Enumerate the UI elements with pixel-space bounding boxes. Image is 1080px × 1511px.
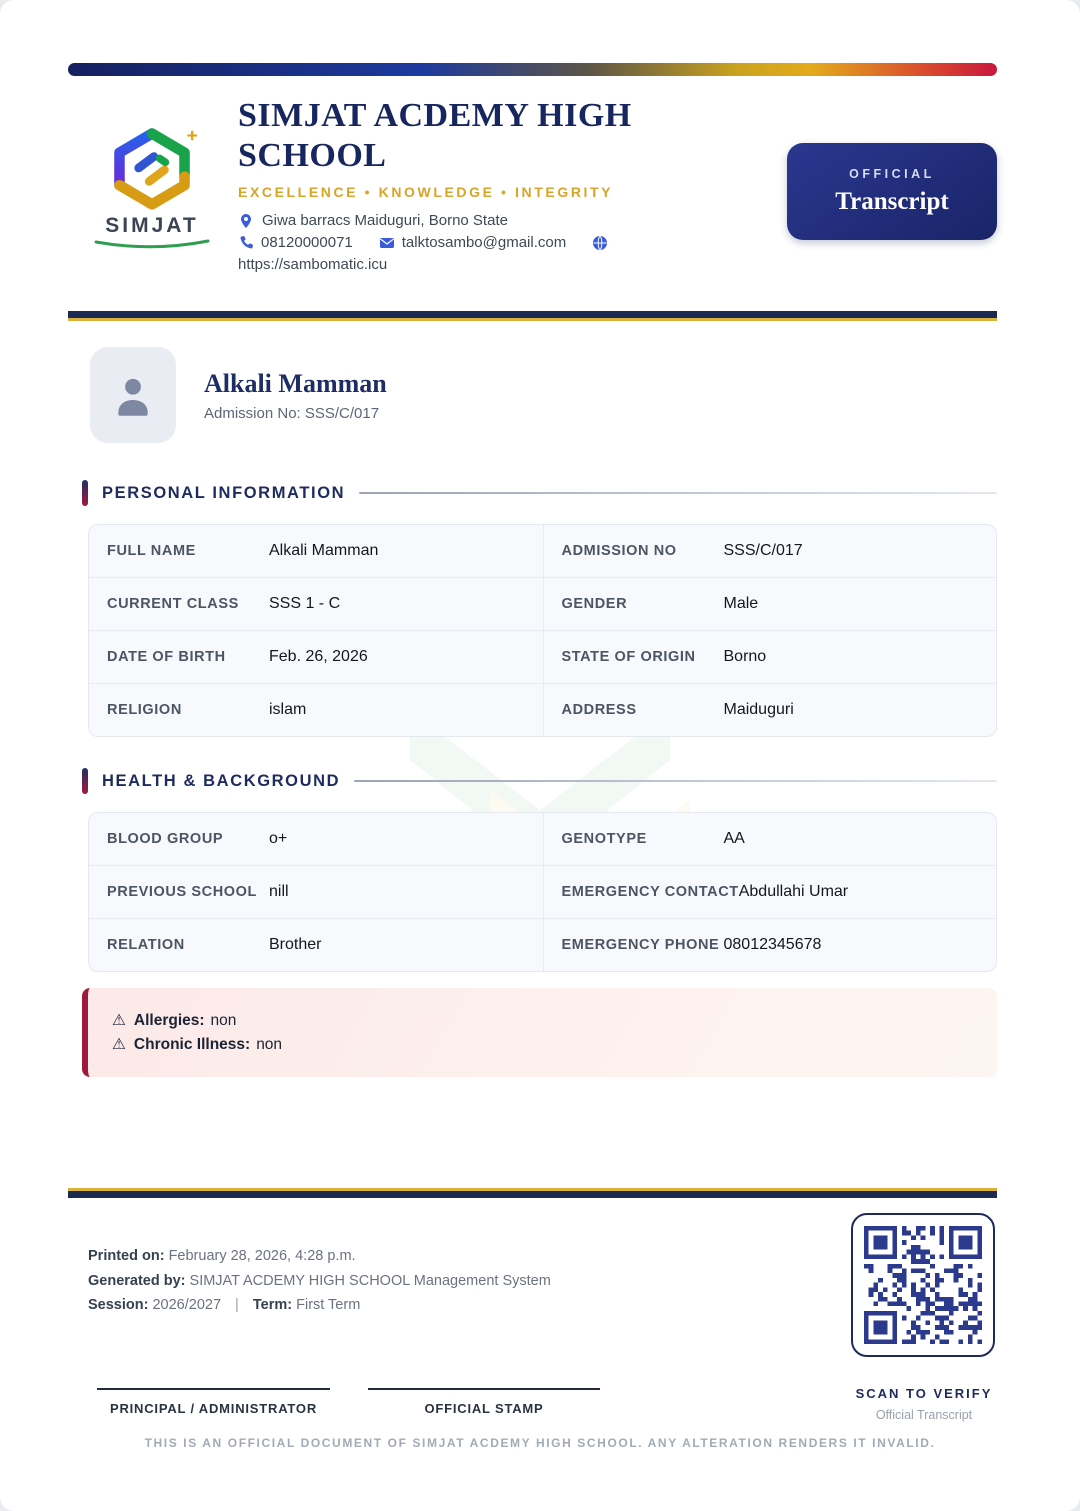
field-label: BLOOD GROUP (107, 831, 224, 847)
table-cell (543, 525, 997, 577)
table-cell (89, 631, 543, 683)
school-phone: 08120000071 (261, 234, 353, 252)
signature-stamp (368, 1388, 600, 1416)
school-address: Giwa barracs Maiduguri, Borno State (262, 212, 508, 230)
field-label: ADMISSION NO (561, 543, 677, 559)
field-label: RELATION (107, 937, 185, 953)
signature-line (97, 1388, 330, 1390)
field-label: EMERGENCY CONTACT (561, 884, 739, 900)
field-value: SSS/C/017 (723, 542, 803, 559)
section-rule (354, 780, 997, 782)
printed-on-line (88, 1244, 551, 1269)
personal-info-table (88, 524, 997, 737)
qr-frame (851, 1213, 995, 1357)
section-header-health (82, 768, 997, 794)
table-cell (89, 919, 543, 971)
student-card (90, 347, 387, 443)
student-name: Alkali Mamman (204, 368, 387, 398)
print-metadata (88, 1244, 551, 1318)
field-value: Brother (269, 936, 322, 953)
session-term-line (88, 1293, 551, 1318)
website-row (238, 256, 678, 273)
generated-by-label: Generated by: (88, 1272, 186, 1289)
email-group (379, 234, 566, 251)
badge-label: OFFICIAL (849, 167, 935, 181)
student-avatar (90, 347, 176, 443)
printed-on-label: Printed on: (88, 1248, 165, 1264)
alert-label: Allergies: (133, 1012, 205, 1029)
signature-line (368, 1388, 600, 1390)
signature-principal (97, 1388, 330, 1416)
field-value: Alkali Mamman (269, 542, 379, 559)
header-gradient-bar (68, 63, 997, 76)
table-cell (543, 813, 997, 865)
field-value: Maiduguri (723, 701, 794, 718)
qr-caption: SCAN TO VERIFY (855, 1386, 993, 1401)
section-accent-bar (82, 480, 88, 506)
globe-icon (592, 235, 608, 251)
school-tagline: EXCELLENCE • KNOWLEDGE • INTEGRITY (238, 184, 614, 201)
table-cell (543, 631, 997, 683)
phone-email-row (238, 234, 678, 251)
school-email: talktosambo@gmail.com (401, 234, 567, 252)
table-cell (89, 525, 543, 577)
table-cell (543, 578, 997, 630)
field-value: islam (269, 701, 307, 718)
term-label: Term: (252, 1297, 293, 1313)
table-row (89, 577, 996, 630)
alert-value: non (210, 1012, 237, 1029)
warning-icon: ⚠︎ (112, 1036, 126, 1053)
table-row (89, 918, 996, 971)
badge-title: Transcript (835, 188, 949, 215)
field-value: 08012345678 (723, 936, 822, 953)
field-label: CURRENT CLASS (107, 596, 239, 612)
field-value: Borno (723, 648, 767, 665)
field-label: GENDER (561, 596, 628, 612)
table-cell (543, 919, 997, 971)
table-cell (543, 866, 997, 918)
qr-subcaption: Official Transcript (875, 1408, 973, 1422)
table-cell (89, 684, 543, 736)
student-identity (204, 369, 387, 422)
signature-label: OFFICIAL STAMP (424, 1401, 544, 1416)
field-label: FULL NAME (107, 543, 196, 559)
signature-label: PRINCIPAL / ADMINISTRATOR (109, 1401, 318, 1416)
phone-group (238, 234, 353, 251)
section-header-personal (82, 480, 997, 506)
qr-code (864, 1226, 982, 1344)
school-header (88, 96, 678, 273)
field-value: Abdullahi Umar (738, 883, 849, 900)
field-label: GENOTYPE (561, 831, 647, 847)
field-label: DATE OF BIRTH (107, 649, 226, 665)
field-label: ADDRESS (561, 702, 637, 718)
table-cell (89, 813, 543, 865)
table-cell (89, 866, 543, 918)
alert-line (112, 1035, 973, 1054)
generated-by-value: SIMJAT ACDEMY HIGH SCHOOL Management System (189, 1272, 551, 1289)
person-icon (111, 371, 155, 419)
field-value: nill (269, 883, 289, 900)
field-value: AA (723, 830, 745, 847)
field-label: PREVIOUS SCHOOL (107, 884, 257, 900)
table-row (89, 525, 996, 577)
term-value: First Term (296, 1297, 361, 1313)
table-row (89, 630, 996, 683)
section-rule (359, 492, 997, 494)
address-row (238, 212, 678, 229)
logo-text: SIMJAT (105, 214, 199, 237)
logo-swoosh (92, 238, 212, 250)
generated-by-line (88, 1269, 551, 1294)
table-cell (543, 684, 997, 736)
printed-on-value: February 28, 2026, 4:28 p.m. (168, 1248, 356, 1264)
location-pin-icon (238, 213, 254, 229)
alert-line (112, 1011, 973, 1030)
field-value: Male (723, 595, 759, 612)
school-website: https://sambomatic.icu (238, 256, 388, 274)
official-transcript-badge (787, 143, 997, 240)
alert-label: Chronic Illness: (133, 1036, 251, 1053)
footer-separator (68, 1188, 997, 1198)
session-value: 2026/2027 (152, 1297, 222, 1313)
section-accent-bar (82, 768, 88, 794)
field-value: SSS 1 - C (269, 595, 341, 612)
warning-icon: ⚠︎ (112, 1012, 126, 1029)
section-title: HEALTH & BACKGROUND (102, 771, 341, 790)
alert-value: non (256, 1036, 283, 1053)
phone-icon (238, 235, 254, 251)
header-separator (68, 311, 997, 321)
table-row (89, 683, 996, 736)
school-name: SIMJAT ACDEMY HIGH SCHOOL (238, 97, 632, 175)
divider: | (235, 1297, 239, 1313)
field-value: o+ (269, 830, 288, 847)
school-info (238, 96, 678, 273)
student-admission-no: Admission No: SSS/C/017 (204, 404, 380, 422)
qr-verification (851, 1213, 997, 1422)
school-logo (88, 96, 216, 273)
table-row (89, 813, 996, 865)
table-row (89, 865, 996, 918)
field-label: STATE OF ORIGIN (561, 649, 696, 665)
envelope-icon (379, 235, 395, 251)
contact-block (238, 212, 678, 273)
health-info-table (88, 812, 997, 972)
school-logo-icon (104, 124, 200, 212)
field-label: RELIGION (107, 702, 182, 718)
field-label: EMERGENCY PHONE (561, 937, 720, 953)
field-value: Feb. 26, 2026 (269, 648, 368, 665)
disclaimer-text: THIS IS AN OFFICIAL DOCUMENT OF SIMJAT ACDEMY HIGH SCHOOL. ANY ALTERATION RENDERS IT INVALID. (144, 1436, 936, 1450)
session-label: Session: (88, 1297, 149, 1313)
medical-alert-box (82, 988, 997, 1077)
section-title: PERSONAL INFORMATION (102, 483, 346, 502)
table-cell (89, 578, 543, 630)
